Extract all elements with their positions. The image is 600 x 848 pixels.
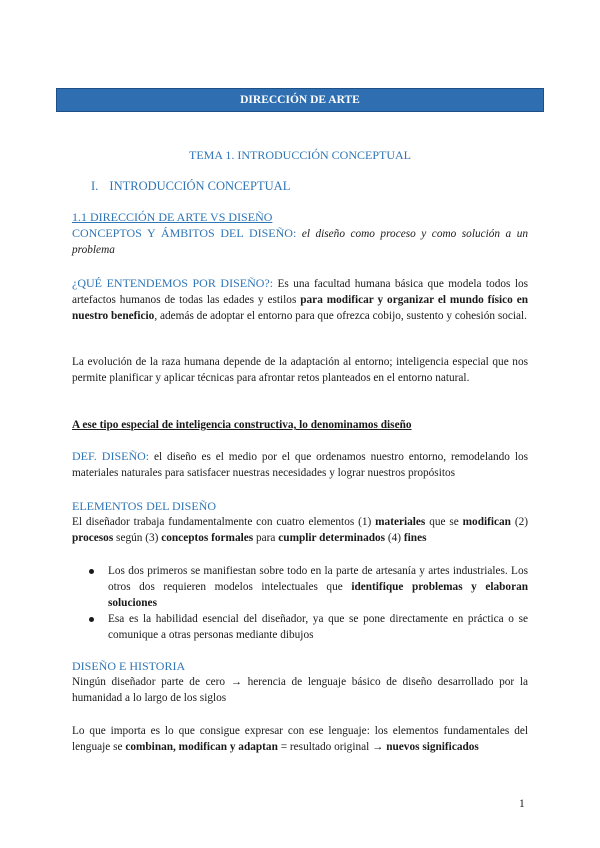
document-banner: [56, 88, 544, 112]
section-heading: [91, 178, 290, 194]
que-diseno-paragraph: [72, 275, 528, 324]
conceptos-paragraph: [72, 225, 528, 258]
que-diseno-text-end: , además de adoptar el entorno para que ofrezca cobijo, sustento y cohesión social.: [154, 310, 527, 322]
conceptos-title: CONCEPTOS Y ÁMBITOS DEL DISEÑO:: [72, 226, 297, 240]
que-diseno-text: Es una facultad humana básica que modela todos los artefactos humanos de todas las edades y estilos: [72, 278, 529, 306]
conceptos-italic: el diseño como proceso y como solución a un problema: [72, 228, 529, 256]
bullet-list: [72, 563, 528, 643]
que-diseno-bold: para modificar y organizar el mundo físico en nuestro beneficio: [72, 294, 528, 322]
inteligencia-line: [72, 417, 528, 433]
historia-heading: DISEÑO E HISTORIA: [72, 659, 186, 673]
definicion-text: el diseño es el medio por el que ordenamos nuestro entorno, remodelando los materiales naturales para satisfacer nuestras necesidades y lograr nuestros propósitos: [72, 451, 529, 479]
evolucion-paragraph: [72, 354, 528, 386]
elementos-text: El diseñador trabaja fundamentalmente con cuatro elementos (1) materiales que se modifican (2) procesos según (3) conceptos formales para cumplir determinados (4) fines: [72, 516, 529, 544]
inteligencia-text: A ese tipo especial de inteligencia constructiva, lo denominamos diseño: [72, 419, 412, 431]
page-number: 1: [519, 798, 525, 810]
list-item: Esa es la habilidad esencial del diseñador, ya que se pone directamente en práctica o se comunique a otras personas mediante dibujos: [72, 611, 528, 643]
bullet-icon: [89, 617, 94, 622]
importa-paragraph: Lo que importa es lo que consigue expresar con ese lenguaje: los elementos fundamentales del lenguaje se combinan, modifican y adaptan = resultado original → nuevos significados: [72, 725, 528, 753]
subsection-title: 1.1 DIRECCIÓN DE ARTE VS DISEÑO: [72, 210, 273, 224]
evolucion-text: La evolución de la raza humana depende de la adaptación al entorno; inteligencia especial que nos permite planificar y aplicar técnicas para afrontar retos planteados en el entorno natural.: [72, 356, 528, 384]
definicion-heading: DEF. DISEÑO:: [72, 449, 150, 463]
banner-title: DIRECCIÓN DE ARTE: [240, 94, 360, 106]
historia-text: Ningún diseñador parte de cero → herencia de lenguaje básico de diseño desarrollado por la humanidad a lo largo de los siglos: [72, 676, 528, 704]
tema-title: TEMA 1. INTRODUCCIÓN CONCEPTUAL: [189, 148, 411, 162]
list-item: Los dos primeros se manifiestan sobre todo en la parte de artesanía y artes industriales. Los otros dos requieren modelos intelectuales que identifique problemas y elaboran soluciones: [72, 563, 528, 611]
bullet-icon: [89, 569, 94, 574]
elementos-heading: ELEMENTOS DEL DISEÑO: [72, 499, 216, 513]
section-number: I.: [91, 179, 99, 193]
section-title: INTRODUCCIÓN CONCEPTUAL: [109, 179, 291, 193]
elementos-section: [72, 498, 528, 546]
subsection-1-1: [72, 209, 528, 258]
que-diseno-heading: ¿QUÉ ENTENDEMOS POR DISEÑO?:: [72, 276, 274, 290]
definicion-paragraph: [72, 448, 528, 481]
historia-section: [72, 658, 528, 706]
